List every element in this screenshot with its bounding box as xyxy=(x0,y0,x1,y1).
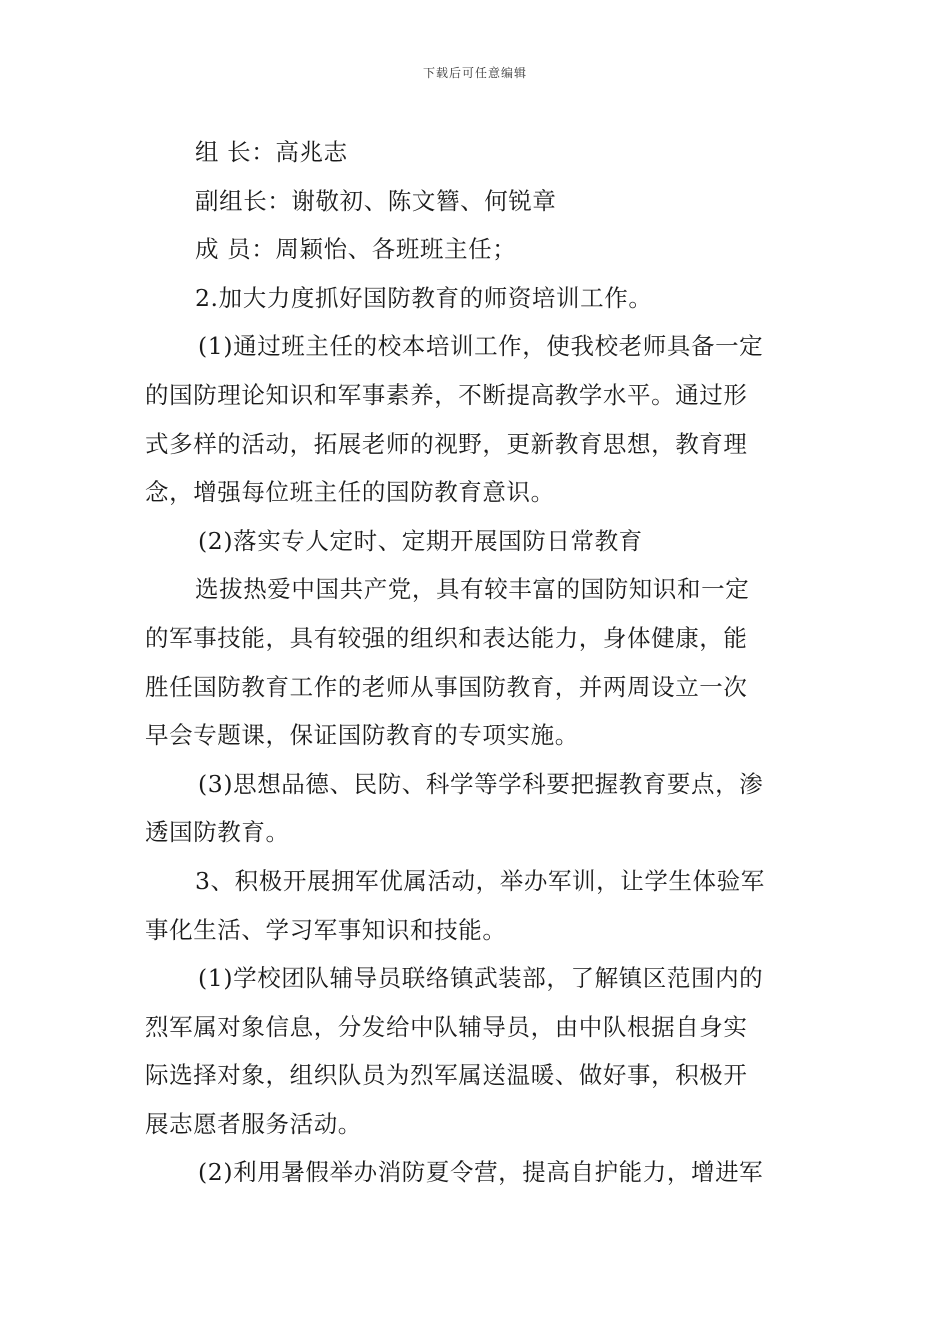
text-line: (1)学校团队辅导员联络镇武装部，了解镇区范围内的 xyxy=(198,964,764,993)
text-line: 成 员：周颖怡、各班班主任； xyxy=(195,235,517,264)
page-header-note: 下载后可任意编辑 xyxy=(422,66,527,80)
text-line: 事化生活、学习军事知识和技能。 xyxy=(145,915,507,944)
text-line: (1)通过班主任的校本培训工作，使我校老师具备一定 xyxy=(198,332,764,361)
text-line: 烈军属对象信息，分发给中队辅导员，由中队根据自身实 xyxy=(145,1012,748,1041)
text-line: 胜任国防教育工作的老师从事国防教育，并两周设立一次 xyxy=(145,672,748,701)
text-line: 念，增强每位班主任的国防教育意识。 xyxy=(145,478,555,507)
text-line: 3、积极开展拥军优属活动，举办军训，让学生体验军 xyxy=(195,866,765,895)
text-line: 组 长：高兆志 xyxy=(195,138,348,166)
text-line: (2)利用暑假举办消防夏令营，提高自护能力，增进军 xyxy=(198,1158,764,1187)
document-body xyxy=(145,128,810,1197)
text-line: 的国防理论知识和军事素养，不断提高教学水平。通过形 xyxy=(145,380,748,409)
text-line: 际选择对象，组织队员为烈军属送温暖、做好事，积极开 xyxy=(145,1061,748,1090)
text-line: (2)落实专人定时、定期开展国防日常教育 xyxy=(198,526,643,555)
text-line: 的军事技能，具有较强的组织和表达能力，身体健康，能 xyxy=(145,623,748,652)
text-line: 选拔热爱中国共产党，具有较丰富的国防知识和一定 xyxy=(195,575,750,604)
text-line: 2.加大力度抓好国防教育的师资培训工作。 xyxy=(195,283,653,312)
text-line: 副组长：谢敬初、陈文簪、何锐章 xyxy=(195,186,557,215)
text-line: 早会专题课，保证国防教育的专项实施。 xyxy=(145,721,579,750)
text-line: 展志愿者服务活动。 xyxy=(145,1109,362,1138)
text-line: 式多样的活动，拓展老师的视野，更新教育思想，教育理 xyxy=(145,429,748,458)
text-line: 透国防教育。 xyxy=(145,818,290,847)
text-line: (3)思想品德、民防、科学等学科要把握教育要点，渗 xyxy=(198,769,764,798)
